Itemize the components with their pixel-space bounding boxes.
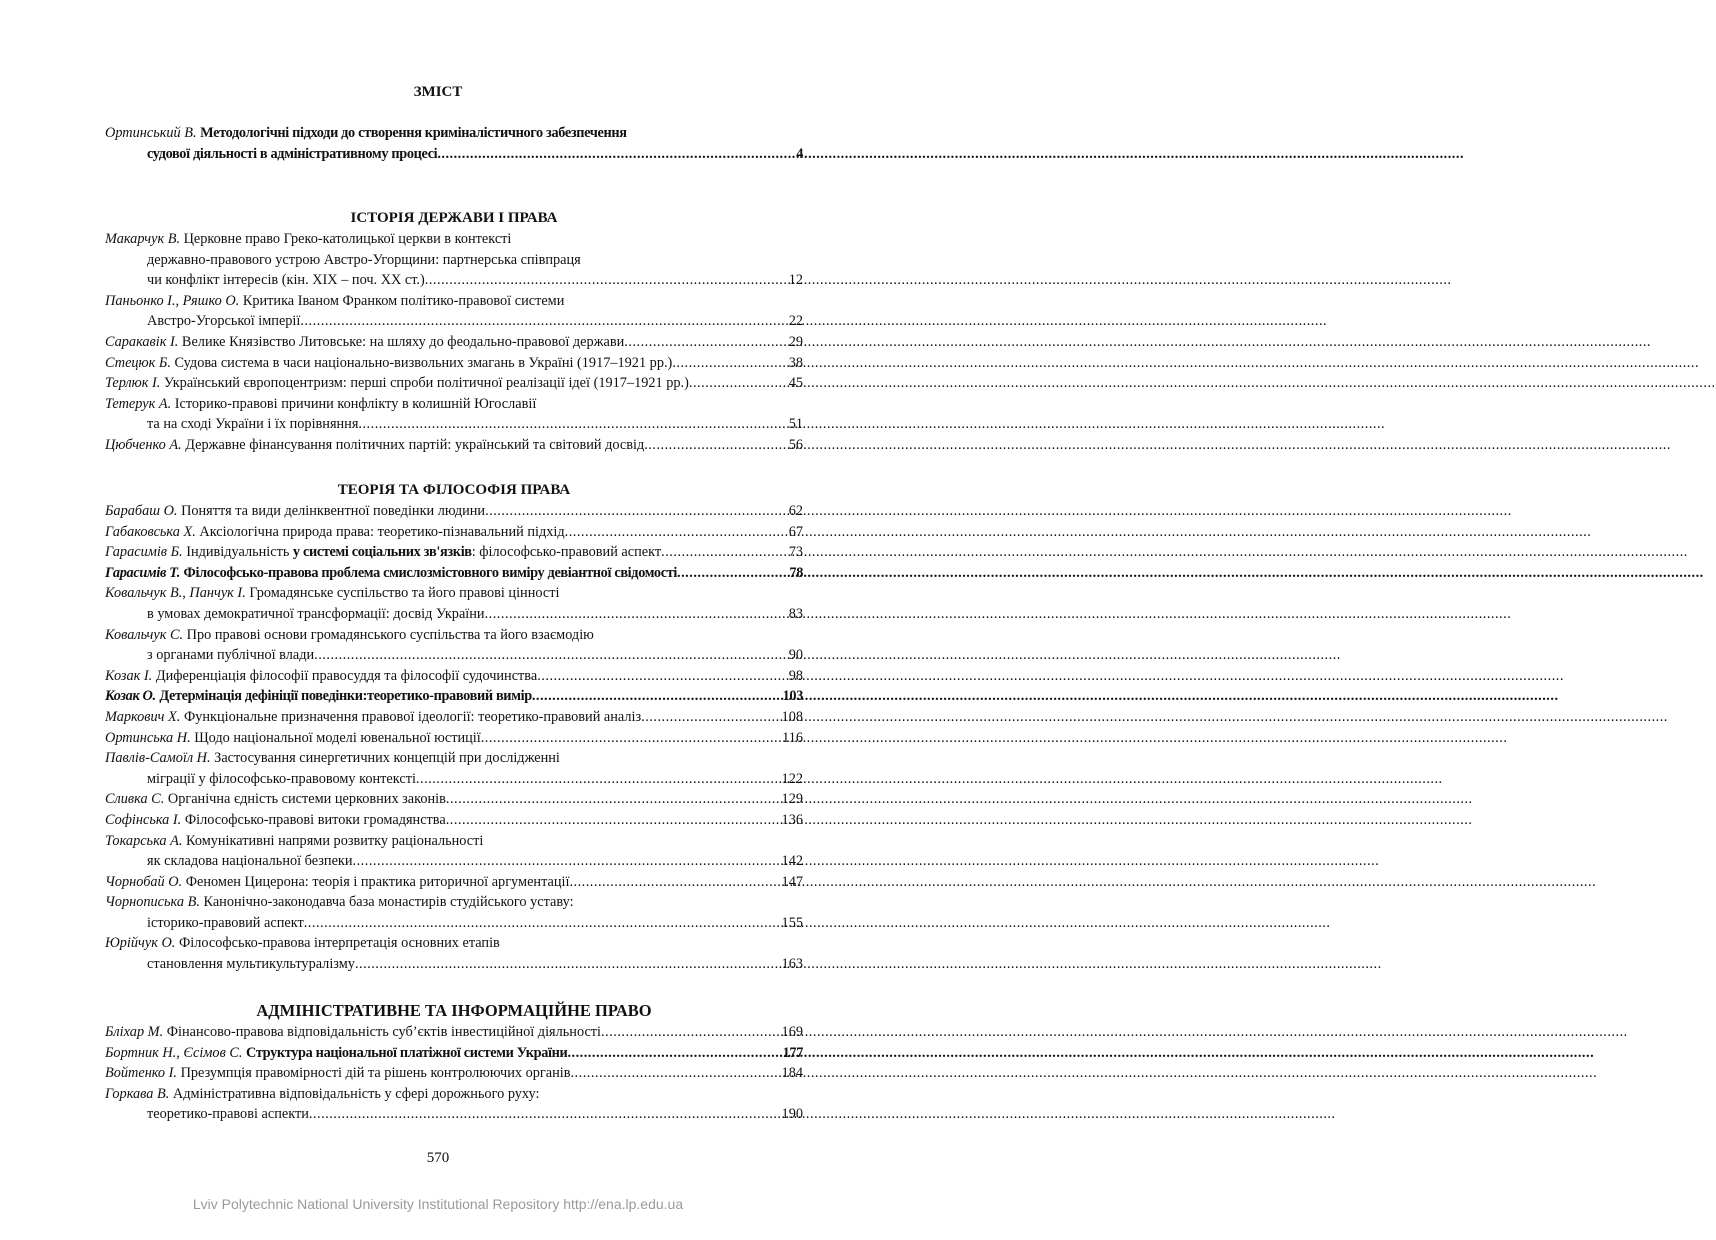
toc-entry[interactable] [105, 501, 803, 522]
entry-page-number[interactable]: 108 [781, 708, 803, 725]
entry-line [105, 728, 803, 749]
dot-leader [641, 707, 780, 728]
entry-page-number[interactable]: 142 [781, 853, 803, 870]
entry-line [105, 1043, 803, 1064]
entry-title: та на сході України і їх порівняння [147, 416, 359, 433]
entry-author: Гарасимів Т. [105, 564, 180, 581]
entry-text [105, 563, 677, 584]
entry-page-number[interactable]: 184 [781, 1065, 803, 1082]
entry-title: Філософсько-правова проблема смислозмістовного виміру девіантної свідомості [183, 564, 678, 581]
dot-leader [565, 522, 788, 543]
dot-leader [570, 1063, 780, 1084]
dot-leader [481, 728, 781, 749]
dot-leader [355, 954, 781, 975]
dot-leader [446, 810, 781, 831]
toc-entry[interactable] [105, 810, 803, 831]
toc-entry[interactable] [105, 373, 803, 394]
entry-text [147, 769, 416, 790]
entry-page-number[interactable]: 103 [782, 688, 803, 705]
dot-leader [353, 851, 781, 872]
toc-entry[interactable] [105, 666, 803, 687]
entry-title: Диференціація філософії правосуддя та філософії судочинства [155, 667, 538, 684]
toc-entry[interactable] [105, 933, 803, 974]
entry-line [105, 414, 803, 435]
entry-author: Ковальчук В., Панчук І. [105, 585, 246, 602]
entry-text [147, 311, 300, 332]
entry-text [105, 332, 624, 353]
toc-entry[interactable] [105, 332, 803, 353]
toc-entry[interactable] [105, 229, 803, 291]
dot-leader [532, 686, 782, 707]
dot-leader [689, 373, 788, 394]
entry-page-number[interactable]: 83 [788, 605, 803, 622]
entry-line [105, 892, 803, 913]
toc-entry[interactable] [105, 686, 803, 707]
entry-title-segment: у системі соціальних зв'язків [292, 544, 472, 561]
entry-text [147, 851, 353, 872]
entry-page-number[interactable]: 45 [788, 375, 803, 392]
entry-line [105, 311, 803, 332]
entry-title: Застосування синергетичних концепцій при дослідженні [214, 750, 560, 767]
entry-title: чи конфлікт інтересів (кін. ХІХ – поч. ХХ ст.) [147, 272, 425, 289]
toc-entry[interactable] [105, 123, 803, 164]
entry-text [105, 686, 532, 707]
entry-author: Макарчук В. [105, 231, 181, 247]
toc-entry[interactable] [105, 583, 803, 624]
toc-entry[interactable] [105, 563, 803, 584]
dot-leader [624, 332, 787, 353]
toc-entry[interactable] [105, 394, 803, 435]
entry-title: Про правові основи громадянського суспільства та його взаємодію [186, 626, 594, 643]
entry-text [147, 913, 304, 934]
dot-leader [314, 645, 788, 666]
entry-text [105, 373, 689, 394]
entry-line [105, 1084, 803, 1105]
entry-page-number[interactable]: 73 [788, 544, 803, 561]
entry-line [105, 769, 803, 790]
entry-line [105, 270, 803, 291]
dot-leader [437, 144, 795, 165]
toc-entry[interactable] [105, 1043, 803, 1064]
section-heading: АДМІНІСТРАТИВНЕ ТА ІНФОРМАЦІЙНЕ ПРАВО [256, 1001, 652, 1020]
dot-leader [569, 872, 780, 893]
entry-line [105, 144, 803, 165]
entry-text [105, 1084, 539, 1105]
entry-author: Тетерук А. [105, 395, 172, 412]
entry-title: Детермінація дефініції поведінки:теоретико-правовий вимір [159, 688, 532, 705]
dot-leader [601, 1022, 781, 1043]
toc-entry[interactable] [105, 748, 803, 789]
entry-line [105, 810, 803, 831]
entry-title: Канонічно-законодавча база монастирів студійського уставу: [203, 894, 574, 911]
entry-title: Історико-правові причини конфлікту в колишній Югославії [174, 395, 537, 412]
entry-text [105, 789, 446, 810]
entry-author: Павлів-Самоїл Н. [105, 750, 211, 767]
dot-leader [416, 769, 781, 790]
entry-text [105, 1043, 567, 1064]
entry-author: Чорнобай О. [105, 873, 183, 890]
entry-page-number[interactable]: 177 [782, 1044, 803, 1061]
toc-entry[interactable] [105, 892, 803, 933]
entry-title: Критика Іваном Франком політико-правової системи [242, 292, 565, 309]
entry-line [105, 1022, 803, 1043]
entry-author: Габаковська Х. [105, 523, 196, 540]
entry-line [105, 748, 803, 769]
entry-page-number[interactable]: 163 [781, 956, 803, 973]
entry-text [147, 604, 485, 625]
entry-text [147, 414, 358, 435]
entry-line [105, 666, 803, 687]
entry-text [105, 501, 485, 522]
entry-text [105, 872, 569, 893]
entry-title: Судова система в часи національно-визвольних змагань в Україні (1917–1921 рр.) [174, 354, 673, 371]
entry-text [147, 144, 437, 165]
toc-title: ЗМІСТ [413, 84, 463, 100]
entry-title: Громадянське суспільство та його правові цінності [249, 585, 560, 602]
entry-author: Стецюк Б. [105, 354, 171, 371]
entry-title: міграції у філософсько-правовому контексті [147, 770, 416, 787]
entry-line [105, 373, 803, 394]
entry-title: Філософсько-правові витоки громадянства [184, 811, 446, 828]
entry-text [105, 728, 481, 749]
entry-text [105, 435, 644, 456]
entry-page-number[interactable]: 147 [781, 873, 803, 890]
entry-text [105, 831, 483, 852]
dot-leader [304, 913, 781, 934]
entry-line [105, 831, 803, 852]
entry-line [105, 522, 803, 543]
entry-title: державно-правового устрою Австро-Угорщини: партнерська співпраця [147, 251, 581, 268]
dot-leader [446, 789, 781, 810]
entry-line [105, 291, 803, 312]
entry-page-number[interactable]: 98 [788, 667, 803, 684]
entry-text [105, 666, 537, 687]
entry-title: Функціональне призначення правової ідеології: теоретико-правовий аналіз [183, 708, 642, 725]
entry-author: Софінська І. [105, 811, 182, 828]
entry-page-number[interactable]: 129 [781, 791, 803, 808]
entry-title: Адміністративна відповідальність у сфері дорожнього руху: [172, 1085, 540, 1102]
entry-author: Ортинська Н. [105, 729, 191, 746]
entry-line [105, 229, 803, 250]
toc-entry[interactable] [105, 1084, 803, 1125]
entry-text [105, 1063, 570, 1084]
entry-line [105, 123, 803, 144]
repository-footer: Lviv Polytechnic National University Institutional Repository http://ena.lp.edu.ua [192, 1196, 684, 1212]
entry-author: Саракавік І. [105, 333, 179, 350]
entry-title: історико-правовий аспект [147, 914, 304, 931]
entry-title: Фінансово-правова відповідальність суб’єктів інвестиційної діяльності [166, 1024, 602, 1040]
entry-title: Щодо національної моделі ювенальної юстиції [194, 729, 481, 746]
dot-leader [567, 1043, 781, 1064]
entry-page-number[interactable]: 122 [781, 770, 803, 787]
toc-entry[interactable] [105, 831, 803, 872]
toc-entry[interactable] [105, 542, 803, 563]
dot-leader [672, 353, 787, 374]
entry-text [105, 892, 574, 913]
entry-text [105, 522, 565, 543]
toc-entry[interactable] [105, 435, 803, 456]
entry-author: Козак О. [105, 688, 156, 705]
entry-page-number[interactable]: 62 [788, 503, 803, 519]
entry-page-number[interactable]: 12 [788, 272, 803, 289]
entry-title: Філософсько-правова інтерпретація основних етапів [178, 935, 500, 952]
entry-author: Козак І. [105, 667, 153, 684]
dot-leader [300, 311, 787, 332]
entry-page-number[interactable]: 38 [788, 354, 803, 371]
entry-line [105, 686, 803, 707]
entry-title: становлення мультикультуралізму [147, 956, 355, 973]
entry-author: Гарасимів Б. [105, 544, 183, 561]
entry-author: Чорнописька В. [105, 894, 200, 911]
toc-entry[interactable] [105, 728, 803, 749]
entry-text [105, 229, 511, 250]
entry-author: Бліхар М. [105, 1024, 164, 1040]
entry-text [147, 270, 425, 291]
entry-line [105, 435, 803, 456]
dot-leader [537, 666, 787, 687]
entry-page-number[interactable]: 22 [788, 313, 803, 330]
entry-title: Комунікативні напрями розвитку раціональності [186, 832, 484, 849]
entry-line [105, 250, 803, 271]
entry-page-number[interactable]: 4 [796, 145, 803, 162]
toc-section [105, 123, 803, 164]
dot-leader [661, 542, 788, 563]
entry-title-segment: Індивідуальність [186, 544, 293, 561]
entry-text [105, 353, 672, 374]
entry-author: Сливка С. [105, 791, 165, 808]
entry-text [147, 954, 355, 975]
entry-title: Велике Князівство Литовське: на шляху до феодально-правової держави [181, 333, 625, 350]
entry-title: судової діяльності в адміністративному процесі [147, 145, 438, 162]
dot-leader [425, 270, 788, 291]
entry-author: Бортник Н., Єсімов С. [105, 1044, 243, 1061]
dot-leader [677, 563, 788, 584]
entry-author: Терлюк І. [105, 375, 161, 392]
entry-title: в умовах демократичної трансформації: досвід України [147, 605, 485, 622]
toc-entry[interactable] [105, 625, 803, 666]
entry-text [105, 933, 500, 954]
section-heading: ІСТОРІЯ ДЕРЖАВИ І ПРАВА [350, 210, 558, 226]
entry-page-number[interactable]: 56 [788, 436, 803, 453]
entry-line [105, 501, 803, 522]
entry-line [105, 645, 803, 666]
entry-line [105, 1104, 803, 1125]
dot-leader [309, 1104, 781, 1125]
entry-line [105, 332, 803, 353]
entry-line [105, 583, 803, 604]
entry-line [105, 872, 803, 893]
entry-page-number[interactable]: 169 [781, 1024, 803, 1040]
entry-title: теоретико-правові аспекти [147, 1106, 309, 1123]
entry-author: Паньонко І., Ряшко О. [105, 292, 240, 309]
dot-leader [644, 435, 787, 456]
entry-text [105, 748, 560, 769]
entry-line [105, 789, 803, 810]
toc-entry[interactable] [105, 353, 803, 374]
entry-page-number[interactable]: 116 [782, 729, 803, 746]
entry-page-number[interactable]: 136 [781, 811, 803, 828]
entry-author: Войтенко І. [105, 1065, 177, 1082]
entry-text [105, 123, 627, 144]
entry-text [105, 583, 559, 604]
entry-author: Барабаш О. [105, 503, 178, 519]
entry-title: Церковне право Греко-католицької церкви в контексті [183, 231, 512, 247]
entry-line [105, 353, 803, 374]
dot-leader [358, 414, 787, 435]
entry-text [105, 625, 594, 646]
entry-text [147, 645, 314, 666]
entry-line [105, 954, 803, 975]
entry-text [147, 1104, 309, 1125]
entry-title: Державне фінансування політичних партій: український та світовий досвід [185, 436, 645, 453]
toc-entry[interactable] [105, 1022, 803, 1043]
entry-title-segment: : філософсько-правовий аспект [471, 544, 662, 561]
toc-entry[interactable] [105, 291, 803, 332]
entry-author: Токарська А. [105, 832, 183, 849]
entry-title: Феномен Цицерона: теорія і практика риторичної аргументації [185, 873, 570, 890]
entry-author: Ортинський В. [105, 125, 197, 141]
entry-line [105, 604, 803, 625]
toc-entry[interactable] [105, 872, 803, 893]
entry-author: Горкава В. [105, 1085, 170, 1102]
entry-page-number[interactable]: 155 [781, 914, 803, 931]
toc-entry[interactable] [105, 1063, 803, 1084]
entry-line [105, 394, 803, 415]
entry-line [105, 851, 803, 872]
entry-page-number[interactable]: 190 [781, 1106, 803, 1123]
entry-page-number[interactable]: 90 [788, 647, 803, 664]
entry-title: Методологічні підходи до створення криміналістичного забезпечення [200, 125, 627, 141]
entry-author: Маркович Х. [105, 708, 181, 725]
entry-author: Юрійчук О. [105, 935, 176, 952]
entry-line [105, 625, 803, 646]
toc-entry[interactable] [105, 707, 803, 728]
entry-page-number[interactable]: 78 [789, 564, 803, 581]
entry-text [105, 394, 536, 415]
entry-title: як складова національної безпеки [147, 853, 353, 870]
entry-text [105, 291, 564, 312]
entry-page-number[interactable]: 51 [788, 416, 803, 433]
entry-title: Австро-Угорської імперії [147, 313, 301, 330]
entry-title: Аксіологічна природа права: теоретико-пізнавальний підхід [199, 523, 565, 540]
entry-line [105, 933, 803, 954]
toc-entry[interactable] [105, 789, 803, 810]
entry-text [105, 1022, 601, 1043]
entry-text [105, 810, 446, 831]
page-number: 570 [426, 1150, 450, 1166]
entry-line [105, 707, 803, 728]
entry-line [105, 542, 803, 563]
entry-title: Український європоцентризм: перші спроби політичної реалізації ідеї (1917–1921 рр.) [163, 375, 689, 392]
entry-title: Структура національної платіжної системи України [246, 1044, 568, 1061]
dot-leader [485, 501, 788, 522]
entry-text [147, 250, 581, 271]
toc-section [105, 207, 803, 456]
entry-line [105, 1063, 803, 1084]
entry-line [105, 913, 803, 934]
toc-section [105, 1000, 803, 1125]
entry-title: Органічна єдність системи церковних законів [167, 791, 446, 808]
entry-page-number[interactable]: 67 [788, 523, 803, 540]
entry-title: Презумпція правомірності дій та рішень контролюючих органів [180, 1065, 571, 1082]
section-heading: ТЕОРІЯ ТА ФІЛОСОФІЯ ПРАВА [337, 482, 571, 498]
toc-section [105, 479, 803, 975]
entry-author: Ковальчук С. [105, 626, 184, 643]
entry-text [105, 707, 641, 728]
entry-text [105, 542, 661, 563]
entry-page-number[interactable]: 29 [788, 333, 803, 350]
entry-title: з органами публічної влади [147, 647, 315, 664]
dot-leader [485, 604, 788, 625]
entry-author: Цюбченко А. [105, 436, 182, 453]
entry-title: Поняття та види делінквентної поведінки людини [181, 503, 486, 519]
entry-line [105, 563, 803, 584]
toc-entry[interactable] [105, 522, 803, 543]
